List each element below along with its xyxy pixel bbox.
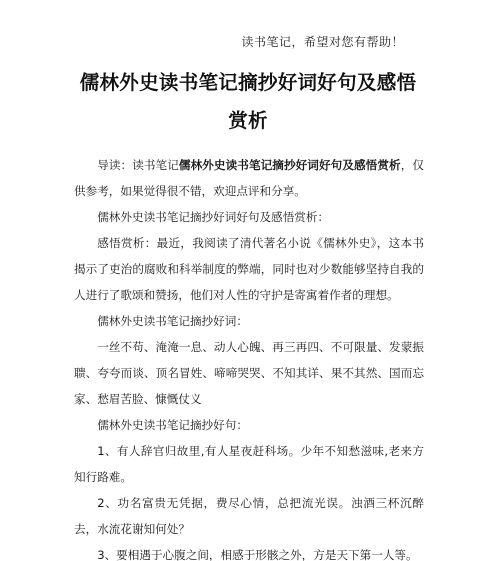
words-paragraph: 一丝不苟、淹淹一息、动人心魄、再三再四、不可限量、发蒙振聩、夸夸而谈、顶名冒姓、啼啼哭哭、不知其详、果不其然、国而忘家、愁眉苦脸、慷慨仗义 [74,340,424,406]
sentence-item: 3、要相遇于心腹之间，相感于形骸之外，方是天下第一人等。 [97,548,418,561]
section-heading-words: 儒林外史读书笔记摘抄好词： [97,314,248,328]
intro-bold-title: 儒林外史读书笔记摘抄好词好句及感悟赏析 [178,158,401,172]
section-heading-sentences: 儒林外史读书笔记摘抄好句： [97,418,248,432]
document-title: 儒林外史读书笔记摘抄好词好句及感悟赏析 [79,71,417,132]
document-body [74,152,424,561]
intro-paragraph [74,152,424,204]
intro-prefix: 导读：读书笔记 [97,158,179,172]
header-note: 读书笔记，希望对您有帮助！ [241,35,404,49]
sentence-item: 1、有人辞官归故里,有人星夜赶科场。少年不知愁滋味,老来方知行路难。 [74,444,424,484]
analysis-paragraph: 感悟赏析：最近，我阅读了清代著名小说《儒林外史》，这本书揭示了吏治的腐败和科举制度的弊端，同时也对少数能够坚持自我的人进行了歌颂和赞扬，他们对人性的守护是寄寓着作者的理想。 [74,236,424,302]
sentence-item: 2、功名富贵无凭据，费尽心情，总把流光误。浊酒三杯沉醉去，水流花谢知何处？ [74,496,424,536]
intro-suffix: ，仅供参考，如果觉得很不错，欢迎点评和分享。 [74,158,424,198]
section-heading-analysis: 儒林外史读书笔记摘抄好词好句及感悟赏析： [97,210,330,224]
